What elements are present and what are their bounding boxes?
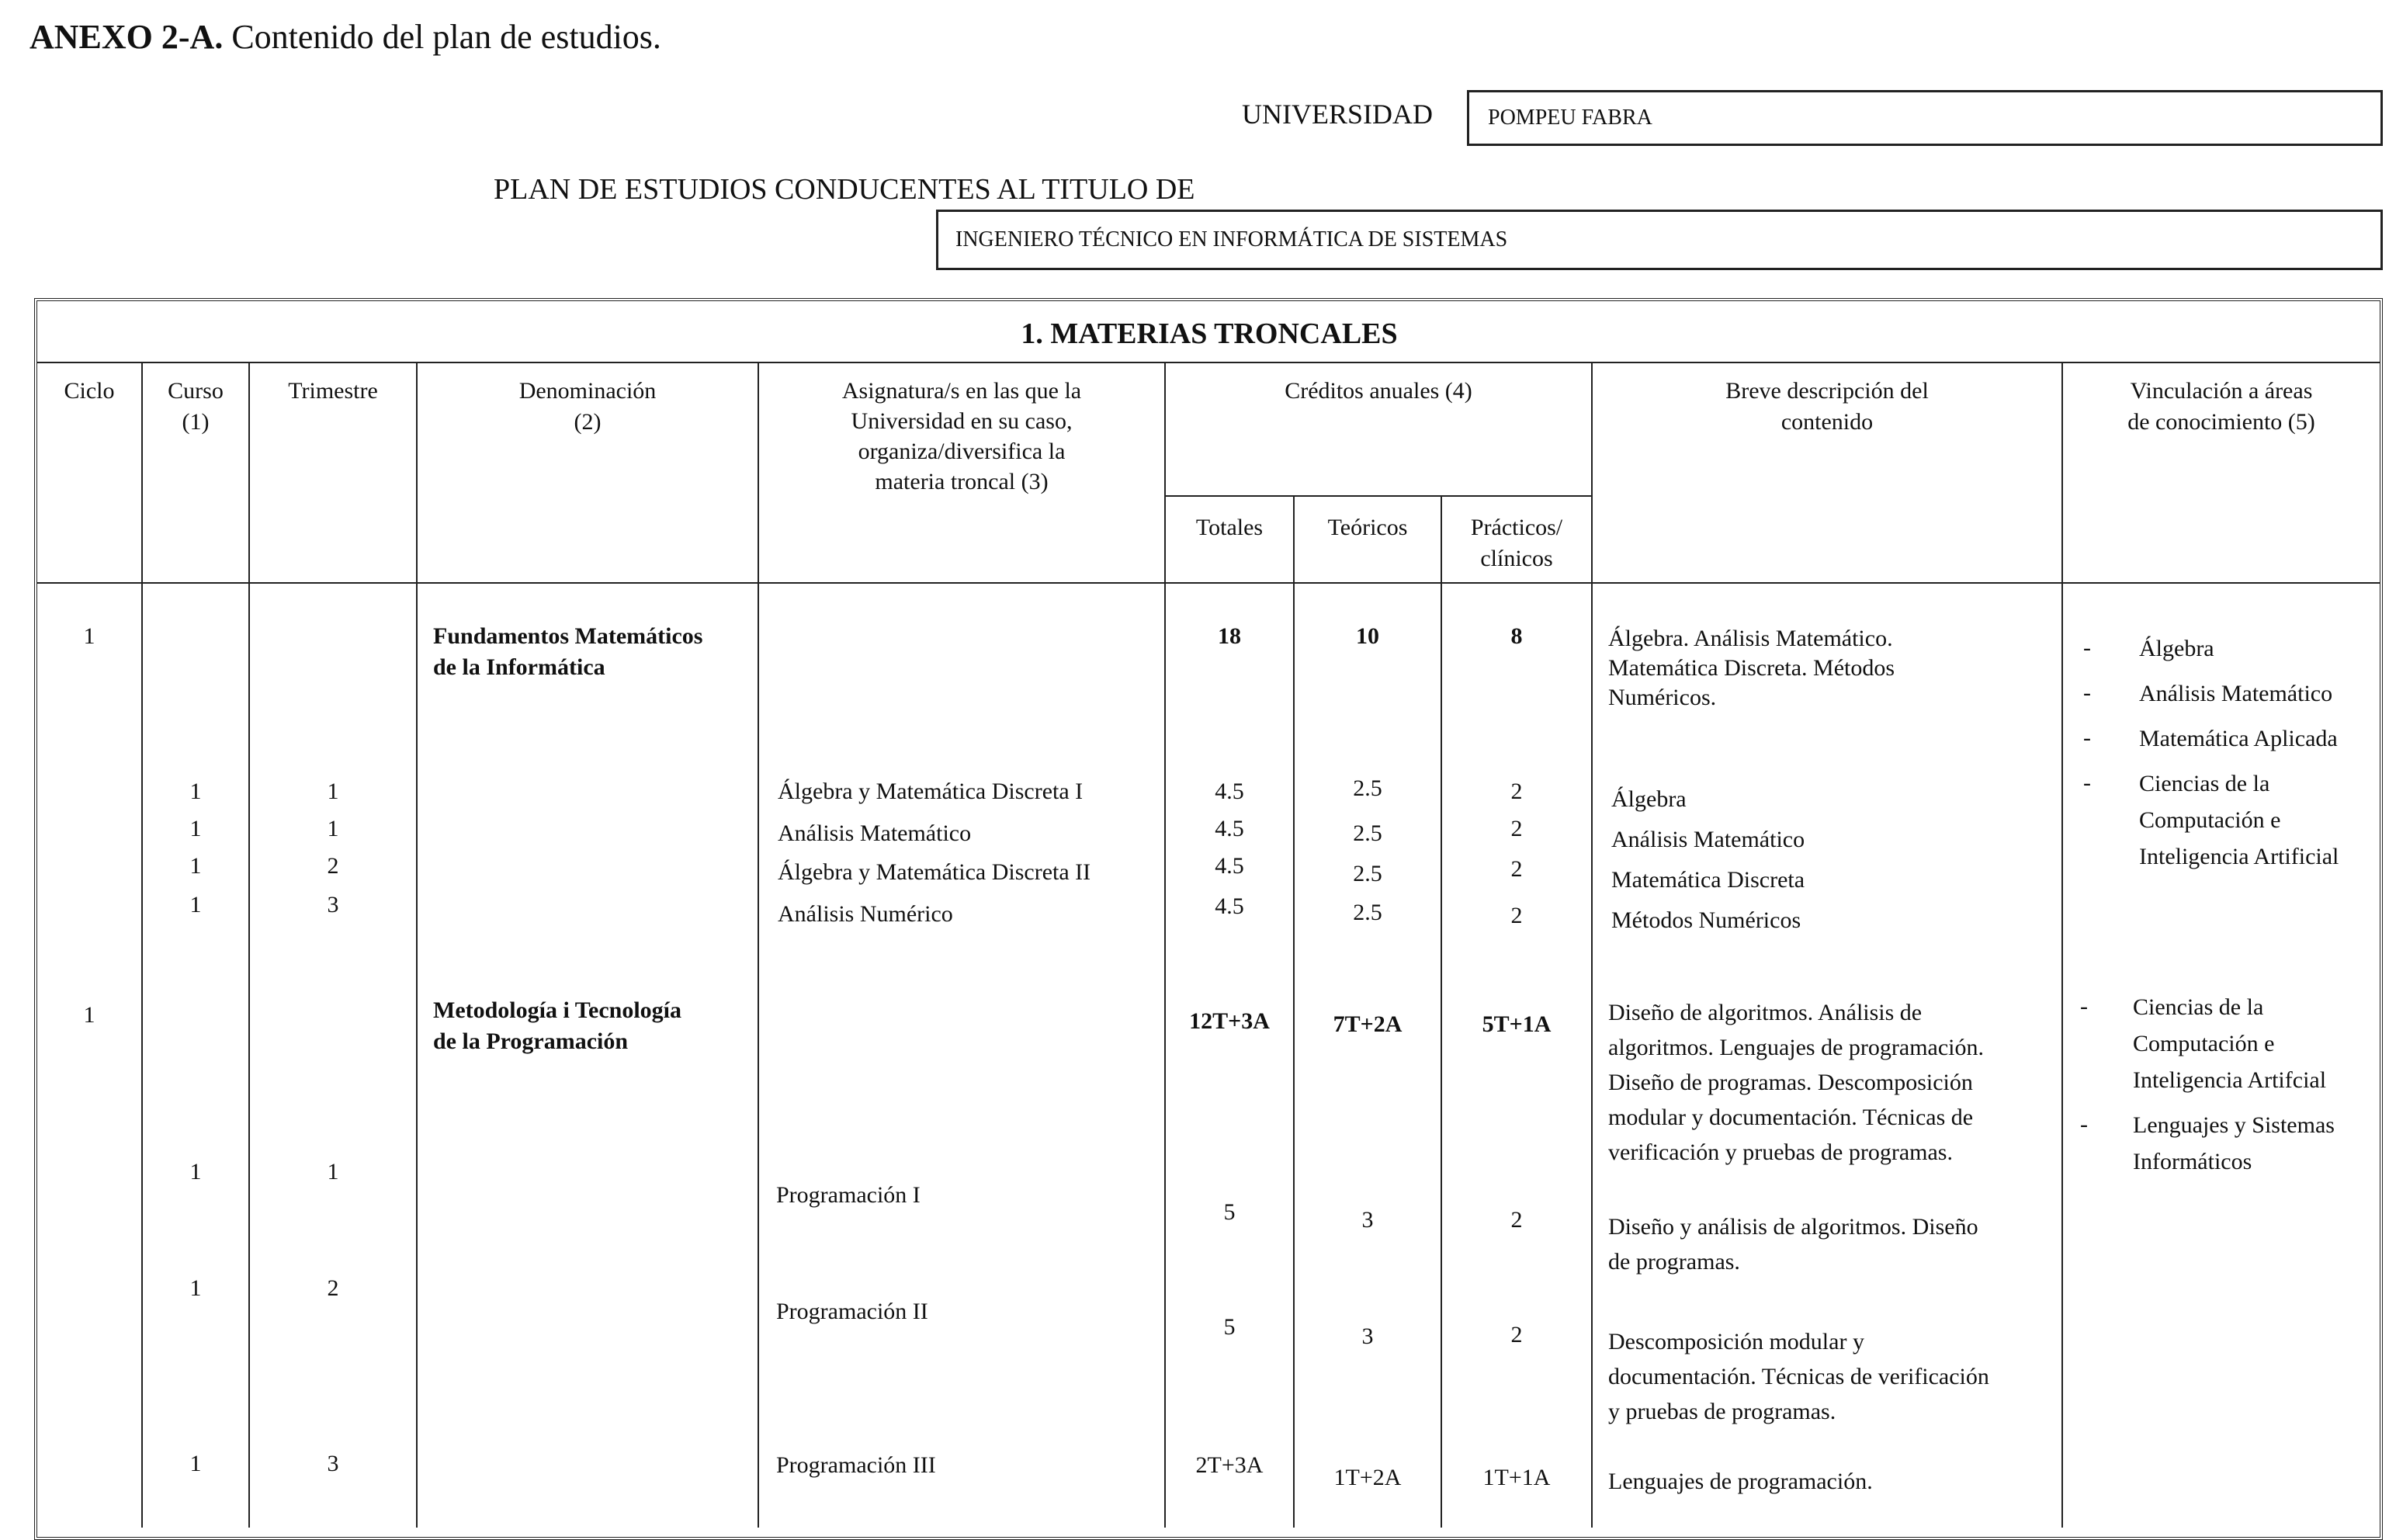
degree-title-field bbox=[936, 210, 2383, 270]
group1-desc-line: Álgebra. Análisis Matemático. bbox=[1608, 626, 1893, 651]
area-bullet: - bbox=[2083, 770, 2091, 796]
row-desc-line: Diseño y análisis de algoritmos. Diseño bbox=[1608, 1214, 1978, 1240]
row-trimestre: 1 bbox=[327, 1159, 339, 1184]
col-header-curso-line: Curso bbox=[168, 378, 224, 404]
group1-ciclo: 1 bbox=[83, 623, 95, 649]
col-header-denominacion-line: (2) bbox=[574, 409, 602, 435]
row-totales: 5 bbox=[1223, 1199, 1236, 1225]
group2-teoricos: 7T+2A bbox=[1333, 1011, 1403, 1037]
col-header-denominacion bbox=[418, 376, 758, 438]
annex-heading-text: Contenido del plan de estudios. bbox=[223, 18, 661, 56]
row-trimestre: 2 bbox=[327, 1275, 339, 1301]
col-header-ciclo: Ciclo bbox=[64, 378, 115, 404]
col-divider bbox=[1591, 362, 1593, 1528]
col-header-vinculacion-line: de conocimiento (5) bbox=[2127, 409, 2315, 435]
group1-desc-line: Numéricos. bbox=[1608, 685, 1717, 710]
plan-label: PLAN DE ESTUDIOS CONDUCENTES AL TITULO DE bbox=[494, 173, 1195, 206]
degree-title: INGENIERO TÉCNICO EN INFORMÁTICA DE SISTEMAS bbox=[955, 227, 1508, 251]
university-field bbox=[1467, 90, 2383, 146]
col-header-asignatura-line: Asignatura/s en las que la bbox=[841, 378, 1082, 404]
group1-area: Ciencias de la bbox=[2139, 771, 2270, 796]
group2-descripcion bbox=[1608, 995, 2043, 1170]
group2-area: Inteligencia Artifcial bbox=[2133, 1067, 2327, 1093]
row-totales: 4.5 bbox=[1215, 816, 1244, 841]
group2-denominacion-line: de la Programación bbox=[433, 1028, 629, 1054]
row-asignatura: Álgebra y Matemática Discreta I bbox=[778, 779, 1084, 804]
group1-descripcion bbox=[1608, 624, 2051, 713]
row-practicos: 2 bbox=[1510, 1322, 1523, 1348]
col-header-teoricos: Teóricos bbox=[1327, 515, 1408, 540]
row-desc-line: Lenguajes de programación. bbox=[1608, 1469, 1873, 1494]
row-curso: 1 bbox=[189, 1275, 202, 1301]
header-top-rule bbox=[37, 362, 2380, 363]
group1-teoricos: 10 bbox=[1356, 623, 1379, 649]
row-teoricos: 2.5 bbox=[1353, 900, 1382, 925]
row-asignatura: Análisis Matemático bbox=[778, 820, 972, 846]
row-teoricos: 3 bbox=[1361, 1323, 1374, 1349]
row-curso: 1 bbox=[189, 1159, 202, 1184]
row-desc-line: Descomposición modular y bbox=[1608, 1329, 1864, 1354]
group2-denominacion bbox=[433, 995, 758, 1057]
row-totales: 2T+3A bbox=[1195, 1452, 1264, 1478]
col-header-descripcion-line: contenido bbox=[1780, 409, 1874, 435]
row-descripcion: Métodos Numéricos bbox=[1611, 907, 1801, 933]
col-header-vinculacion-line: Vinculación a áreas bbox=[2130, 378, 2313, 404]
col-header-practicos-line: clínicos bbox=[1480, 546, 1553, 571]
row-curso: 1 bbox=[189, 1451, 202, 1476]
col-header-practicos bbox=[1442, 512, 1591, 574]
row-trimestre: 3 bbox=[327, 892, 339, 917]
credits-subheader-rule bbox=[1164, 495, 1591, 497]
col-header-curso-line: (1) bbox=[182, 409, 210, 435]
group2-desc-line: verificación y pruebas de programas. bbox=[1608, 1139, 1953, 1165]
row-desc-line: y pruebas de programas. bbox=[1608, 1399, 1836, 1424]
row-asignatura: Programación II bbox=[776, 1299, 928, 1324]
group1-denominacion-line: de la Informática bbox=[433, 654, 605, 680]
col-divider bbox=[2061, 362, 2063, 1528]
col-header-asignatura bbox=[759, 376, 1164, 497]
group1-area: Inteligencia Artificial bbox=[2139, 844, 2339, 869]
row-trimestre: 1 bbox=[327, 816, 339, 841]
group2-area: Informáticos bbox=[2133, 1149, 2252, 1174]
row-desc-line: de programas. bbox=[1608, 1249, 1740, 1275]
group2-denominacion-line: Metodología i Tecnología bbox=[433, 997, 682, 1023]
row-asignatura: Álgebra y Matemática Discreta II bbox=[778, 859, 1091, 885]
col-header-practicos-line: Prácticos/ bbox=[1470, 515, 1563, 540]
annex-heading-bold: ANEXO 2-A. bbox=[29, 18, 224, 56]
section-title: 1. MATERIAS TRONCALES bbox=[1021, 317, 1398, 350]
col-divider bbox=[416, 362, 418, 1528]
row-totales: 5 bbox=[1223, 1314, 1236, 1340]
row-practicos: 2 bbox=[1510, 779, 1523, 804]
row-teoricos: 2.5 bbox=[1353, 861, 1382, 886]
row-descripcion: Matemática Discreta bbox=[1611, 867, 1805, 893]
row-asignatura: Análisis Numérico bbox=[778, 901, 953, 927]
group1-desc-line: Matemática Discreta. Métodos bbox=[1608, 655, 1895, 681]
group2-desc-line: modular y documentación. Técnicas de bbox=[1608, 1105, 1974, 1130]
university-label: UNIVERSIDAD bbox=[1242, 99, 1433, 130]
col-header-asignatura-line: organiza/diversifica la bbox=[858, 439, 1066, 464]
row-practicos: 2 bbox=[1510, 816, 1523, 841]
group2-desc-line: algoritmos. Lenguajes de programación. bbox=[1608, 1035, 1985, 1060]
col-header-vinculacion bbox=[2063, 376, 2380, 438]
row-teoricos: 2.5 bbox=[1353, 820, 1382, 846]
row-asignatura: Programación III bbox=[776, 1452, 936, 1478]
row-desc-line: documentación. Técnicas de verificación bbox=[1608, 1364, 1989, 1389]
col-header-asignatura-line: materia troncal (3) bbox=[875, 469, 1049, 494]
row-practicos: 1T+1A bbox=[1482, 1465, 1551, 1490]
area-bullet: - bbox=[2080, 1112, 2088, 1137]
col-header-asignatura-line: Universidad en su caso, bbox=[851, 408, 1073, 434]
row-asignatura: Programación I bbox=[776, 1182, 921, 1208]
col-header-descripcion-line: Breve descripción del bbox=[1725, 378, 1929, 404]
university-name: POMPEU FABRA bbox=[1488, 106, 1652, 130]
row-practicos: 2 bbox=[1510, 903, 1523, 928]
row-descripcion bbox=[1608, 1209, 2051, 1279]
group2-practicos: 5T+1A bbox=[1482, 1011, 1552, 1037]
group2-desc-line: Diseño de programas. Descomposición bbox=[1608, 1070, 1973, 1095]
group2-area: Lenguajes y Sistemas bbox=[2133, 1112, 2335, 1138]
row-descripcion: Análisis Matemático bbox=[1611, 827, 1805, 852]
col-header-trimestre: Trimestre bbox=[288, 378, 378, 404]
row-totales: 4.5 bbox=[1215, 779, 1244, 804]
group1-denominacion-line: Fundamentos Matemáticos bbox=[433, 623, 703, 649]
col-header-totales: Totales bbox=[1195, 515, 1264, 540]
row-curso: 1 bbox=[189, 892, 202, 917]
group1-area: Matemática Aplicada bbox=[2139, 726, 2338, 751]
row-practicos: 2 bbox=[1510, 856, 1523, 882]
row-teoricos: 3 bbox=[1361, 1207, 1374, 1233]
col-divider bbox=[141, 362, 143, 1528]
row-trimestre: 3 bbox=[327, 1451, 339, 1476]
row-descripcion bbox=[1608, 1464, 2051, 1499]
row-teoricos: 1T+2A bbox=[1333, 1465, 1402, 1490]
group1-area: Análisis Matemático bbox=[2139, 681, 2333, 706]
col-header-curso bbox=[143, 376, 248, 438]
row-curso: 1 bbox=[189, 853, 202, 879]
col-header-descripcion bbox=[1593, 376, 2061, 438]
group1-area: Computación e bbox=[2139, 807, 2281, 833]
row-descripcion: Álgebra bbox=[1611, 786, 1687, 812]
row-practicos: 2 bbox=[1510, 1207, 1523, 1233]
col-divider bbox=[248, 362, 250, 1528]
annex-heading bbox=[29, 17, 661, 57]
group2-area: Ciencias de la bbox=[2133, 994, 2264, 1020]
col-header-creditos: Créditos anuales (4) bbox=[1285, 378, 1472, 404]
group1-denominacion bbox=[433, 621, 758, 683]
group2-desc-line: Diseño de algoritmos. Análisis de bbox=[1608, 1000, 1923, 1025]
header-bottom-rule bbox=[37, 582, 2380, 584]
area-bullet: - bbox=[2080, 994, 2088, 1019]
group2-ciclo: 1 bbox=[83, 1002, 95, 1028]
area-bullet: - bbox=[2083, 725, 2091, 751]
row-totales: 4.5 bbox=[1215, 853, 1244, 879]
group1-practicos: 8 bbox=[1510, 623, 1523, 649]
col-header-denominacion-line: Denominación bbox=[518, 378, 657, 404]
row-curso: 1 bbox=[189, 816, 202, 841]
row-trimestre: 1 bbox=[327, 779, 339, 804]
row-curso: 1 bbox=[189, 779, 202, 804]
group1-area: Álgebra bbox=[2139, 636, 2214, 661]
group1-totales: 18 bbox=[1218, 623, 1241, 649]
row-teoricos: 2.5 bbox=[1353, 775, 1382, 801]
group2-area: Computación e bbox=[2133, 1031, 2275, 1056]
row-totales: 4.5 bbox=[1215, 893, 1244, 919]
col-divider bbox=[758, 362, 759, 1528]
area-bullet: - bbox=[2083, 635, 2091, 661]
row-descripcion bbox=[1608, 1324, 2051, 1429]
area-bullet: - bbox=[2083, 680, 2091, 706]
row-trimestre: 2 bbox=[327, 853, 339, 879]
group2-totales: 12T+3A bbox=[1189, 1008, 1270, 1034]
